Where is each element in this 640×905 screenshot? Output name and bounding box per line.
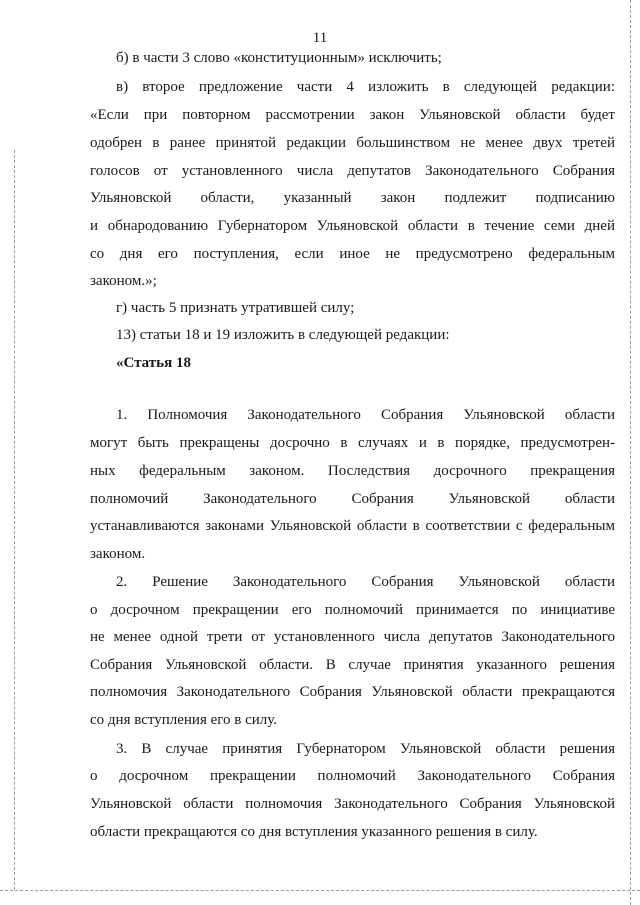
text-line: одобрен в ранее принятой редакции большинством не менее двух третей bbox=[90, 135, 615, 151]
text-line: б) в части 3 слово «конституционным» исключить; bbox=[116, 50, 442, 66]
text-line: Ульяновской области полномочия Законодательного Собрания Ульяновской bbox=[90, 796, 615, 812]
text-line: в) второе предложение части 4 изложить в следующей редакции: bbox=[116, 79, 615, 95]
text-line: ных федеральным законом. Последствия досрочного прекращения bbox=[90, 463, 615, 479]
text-line: 3. В случае принятия Губернатором Ульяновской области решения bbox=[116, 741, 615, 757]
text-line: не менее одной трети от установленного числа депутатов Законодательного bbox=[90, 629, 615, 645]
text-line: со дня вступления его в силу. bbox=[90, 712, 278, 728]
text-line: Собрания Ульяновской области. В случае принятия указанного решения bbox=[90, 657, 615, 673]
page-border-bottom bbox=[0, 890, 640, 891]
text-line: 13) статьи 18 и 19 изложить в следующей редакции: bbox=[116, 327, 450, 343]
text-line: «Если при повторном рассмотрении закон Ульяновской области будет bbox=[90, 107, 615, 123]
text-line: 1. Полномочия Законодательного Собрания Ульяновской области bbox=[116, 407, 615, 423]
article-heading: «Статья 18 bbox=[116, 355, 191, 371]
text-line: могут быть прекращены досрочно в случаях и в порядке, предусмотрен- bbox=[90, 435, 615, 451]
page-border-right bbox=[630, 0, 631, 905]
page-border-left bbox=[14, 150, 15, 890]
text-line: полномочия Законодательного Собрания Ульяновской области прекращаются bbox=[90, 684, 615, 700]
text-line: законом.»; bbox=[90, 273, 157, 289]
text-line: Ульяновской области, указанный закон подлежит подписанию bbox=[90, 190, 615, 206]
text-line: и обнародованию Губернатором Ульяновской области в течение семи дней bbox=[90, 218, 615, 234]
text-line: голосов от установленного числа депутатов Законодательного Собрания bbox=[90, 163, 615, 179]
text-line: со дня его поступления, если иное не предусмотрено федеральным bbox=[90, 246, 615, 262]
text-line: устанавливаются законами Ульяновской области в соответствии с федеральным bbox=[90, 518, 615, 534]
text-line: г) часть 5 признать утратившей силу; bbox=[116, 300, 355, 316]
text-line: 2. Решение Законодательного Собрания Ульяновской области bbox=[116, 574, 615, 590]
text-line: полномочий Законодательного Собрания Ульяновской области bbox=[90, 491, 615, 507]
text-line: о досрочном прекращении полномочий Законодательного Собрания bbox=[90, 768, 615, 784]
text-line: о досрочном прекращении его полномочий принимается по инициативе bbox=[90, 602, 615, 618]
text-line: законом. bbox=[90, 546, 146, 562]
page-number: 11 bbox=[312, 30, 328, 46]
text-line: области прекращаются со дня вступления указанного решения в силу. bbox=[90, 824, 538, 840]
